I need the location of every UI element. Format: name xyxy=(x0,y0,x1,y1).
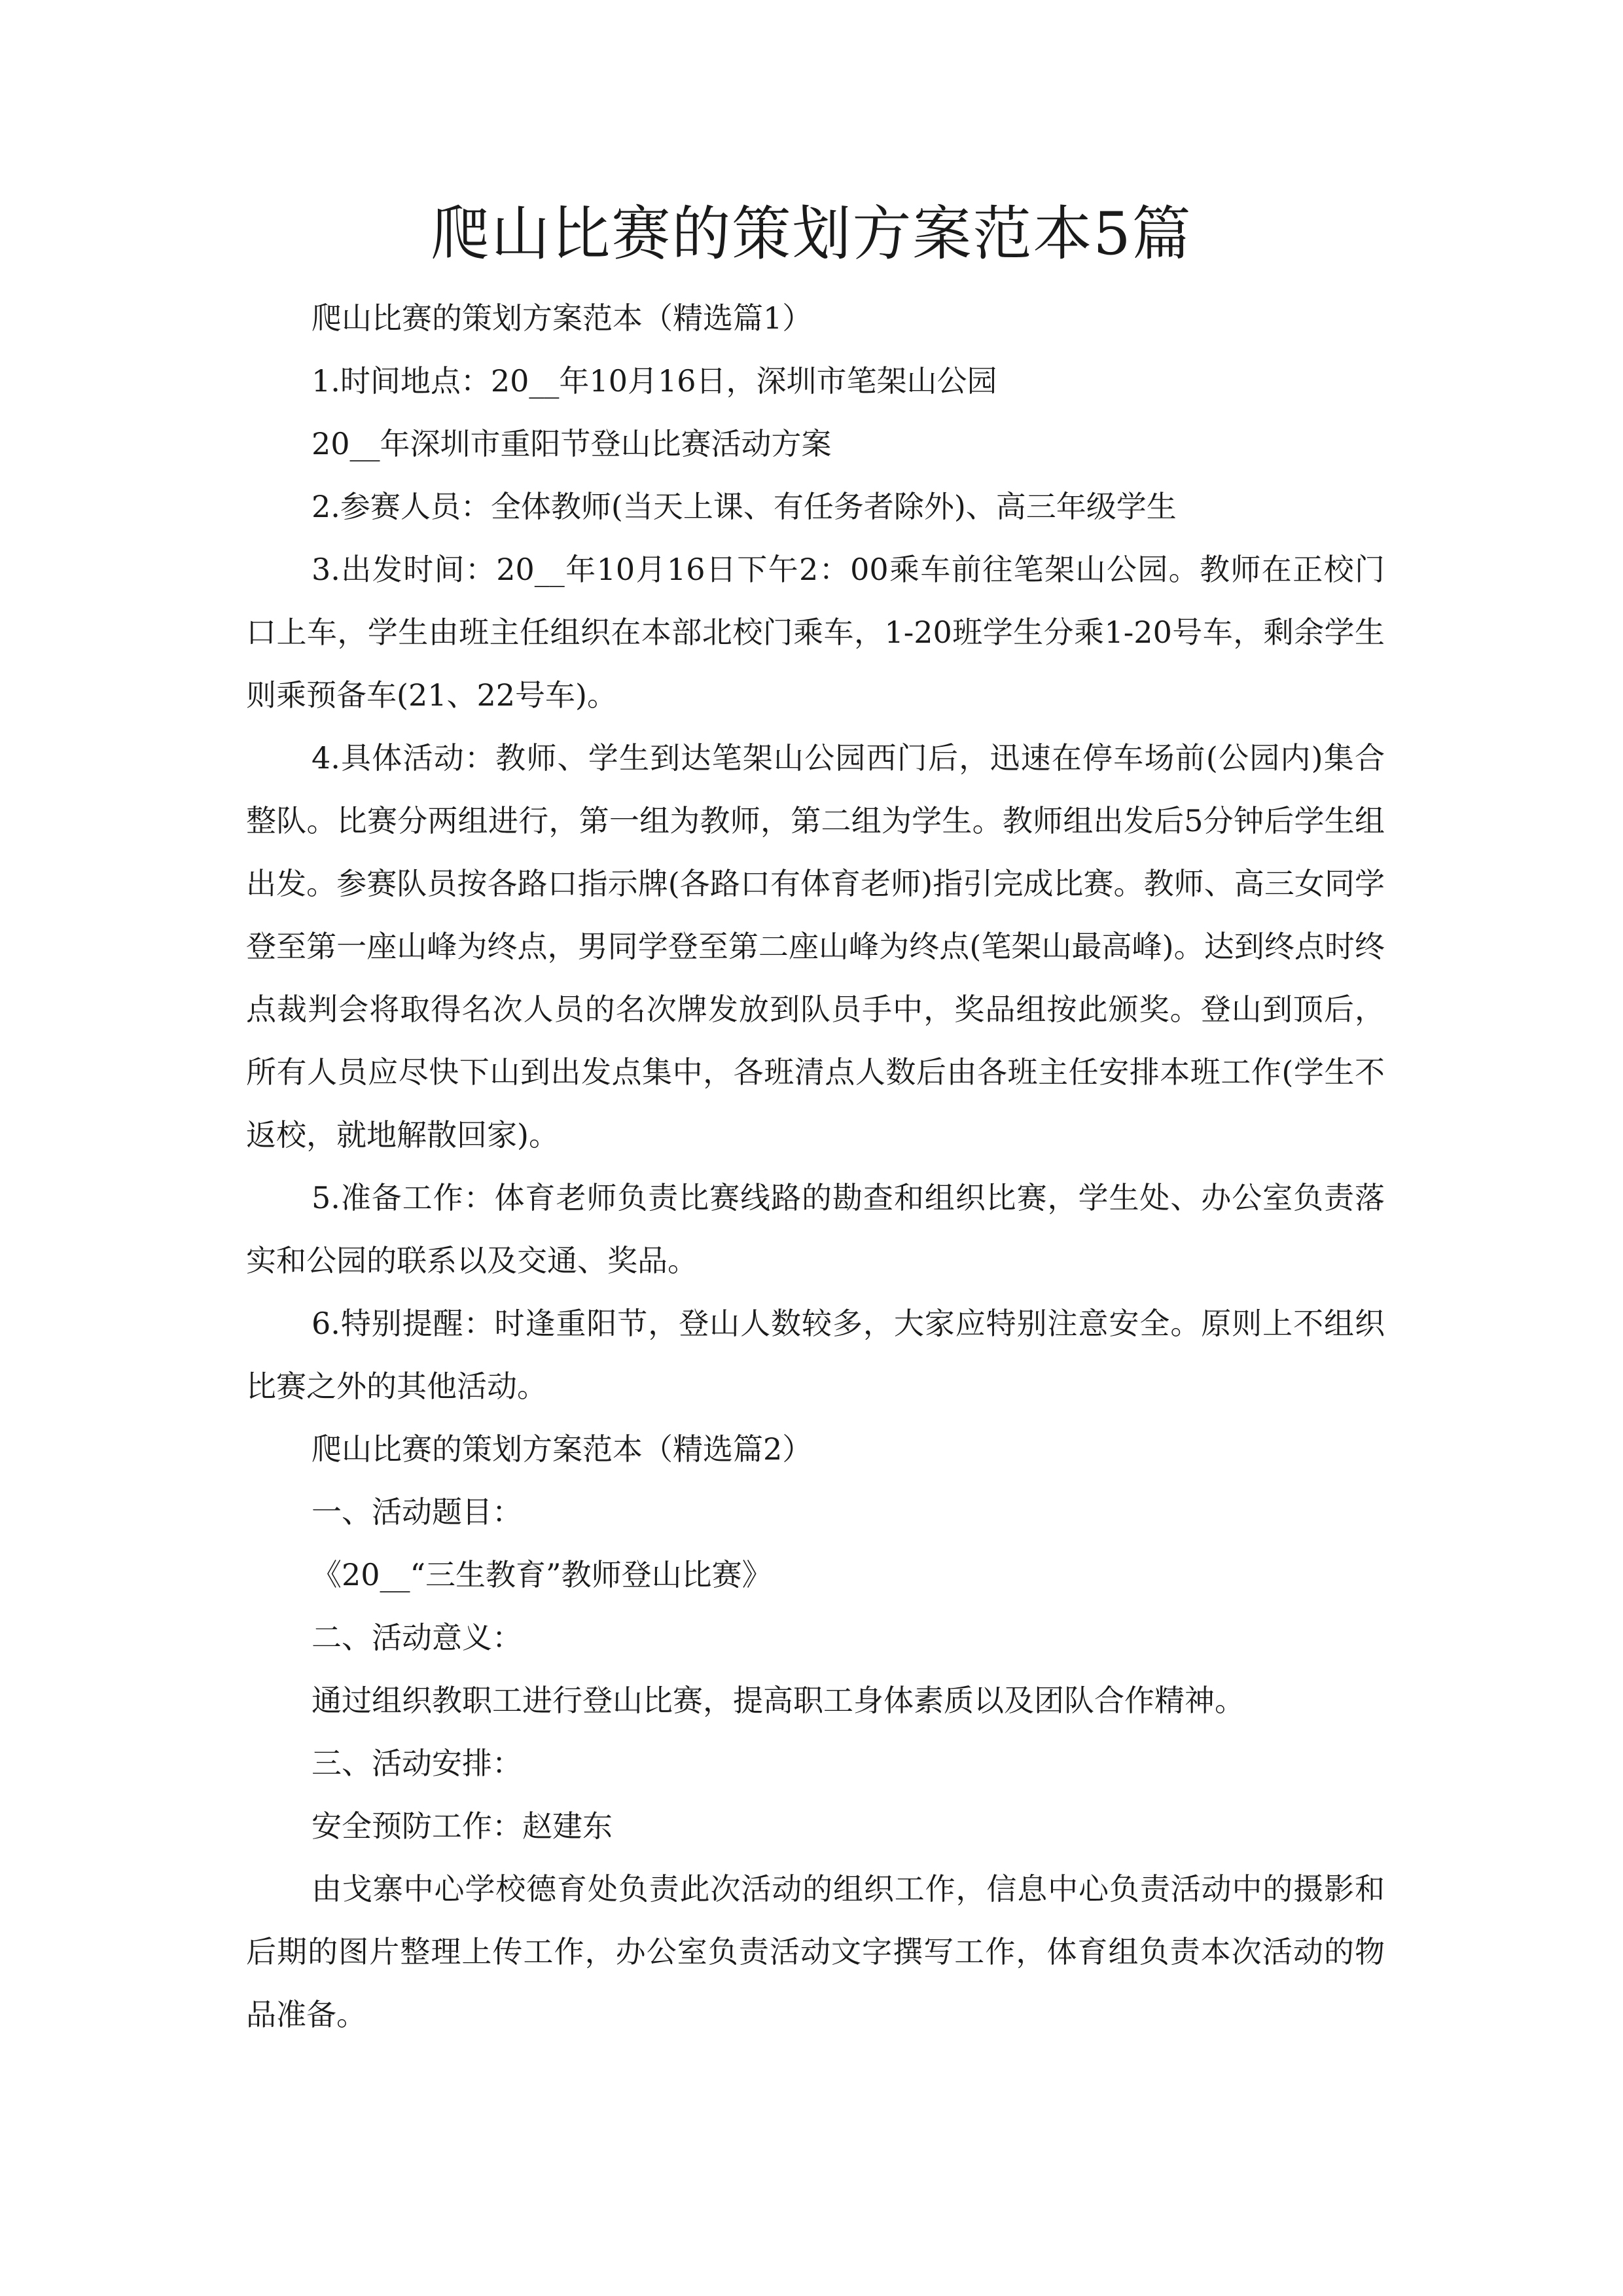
document-title: 爬山比赛的策划方案范本5篇 xyxy=(431,200,1192,268)
document-body xyxy=(246,287,1385,2046)
paragraph-departure: 3.出发时间：20__年10月16日下午2：00乘车前往笔架山公园。教师在正校门口上车，学生由班主任组织在本部北校门乘车，1-20班学生分乘1-20号车，剩余学生则乘预备车(21、22号车)。 xyxy=(246,552,1385,713)
paragraph-safety: 安全预防工作：赵建东 xyxy=(312,1808,613,1844)
heading-section-2: 爬山比赛的策划方案范本（精选篇2） xyxy=(312,1431,813,1467)
paragraph-activity-meaning: 通过组织教职工进行登山比赛，提高职工身体素质以及团队合作精神。 xyxy=(312,1683,1245,1718)
paragraph-activities: 4.具体活动：教师、学生到达笔架山公园西门后，迅速在停车场前(公园内)集合整队。比赛分两组进行，第一组为教师，第二组为学生。教师组出发后5分钟后学生组出发。参赛队员按各路口指示牌(各路口有体育老师)指引完成比赛。教师、高三女同学登至第一座山峰为终点，男同学登至第二座山峰为终点(笔架山最高峰)。达到终点时终点裁判会将取得名次人员的名次牌发放到队员手中，奖品组按此颁奖。登山到顶后，所有人员应尽快下山到出发点集中，各班清点人数后由各班主任安排本班工作(学生不返校，就地解散回家)。 xyxy=(246,740,1385,1153)
paragraph-plan-name: 20__年深圳市重阳节登山比赛活动方案 xyxy=(312,426,832,461)
paragraph-activity-meaning-heading: 二、活动意义： xyxy=(312,1620,522,1655)
paragraph-time-location: 1.时间地点：20__年10月16日，深圳市笔架山公园 xyxy=(312,363,997,399)
paragraph-activity-topic-heading: 一、活动题目： xyxy=(312,1494,522,1530)
paragraph-reminder: 6.特别提醒：时逢重阳节，登山人数较多，大家应特别注意安全。原则上不组织比赛之外的其他活动。 xyxy=(246,1306,1385,1404)
paragraph-activity-arrangement-heading: 三、活动安排： xyxy=(312,1746,522,1781)
heading-section-1: 爬山比赛的策划方案范本（精选篇1） xyxy=(312,300,813,336)
paragraph-participants: 2.参赛人员：全体教师(当天上课、有任务者除外)、高三年级学生 xyxy=(312,489,1177,524)
paragraph-activity-topic: 《20__“三生教育”教师登山比赛》 xyxy=(312,1557,772,1592)
paragraph-preparation: 5.准备工作：体育老师负责比赛线路的勘查和组织比赛，学生处、办公室负责落实和公园的联系以及交通、奖品。 xyxy=(246,1180,1385,1278)
paragraph-organization: 由戈寨中心学校德育处负责此次活动的组织工作，信息中心负责活动中的摄影和后期的图片整理上传工作，办公室负责活动文字撰写工作，体育组负责本次活动的物品准备。 xyxy=(246,1871,1385,2032)
